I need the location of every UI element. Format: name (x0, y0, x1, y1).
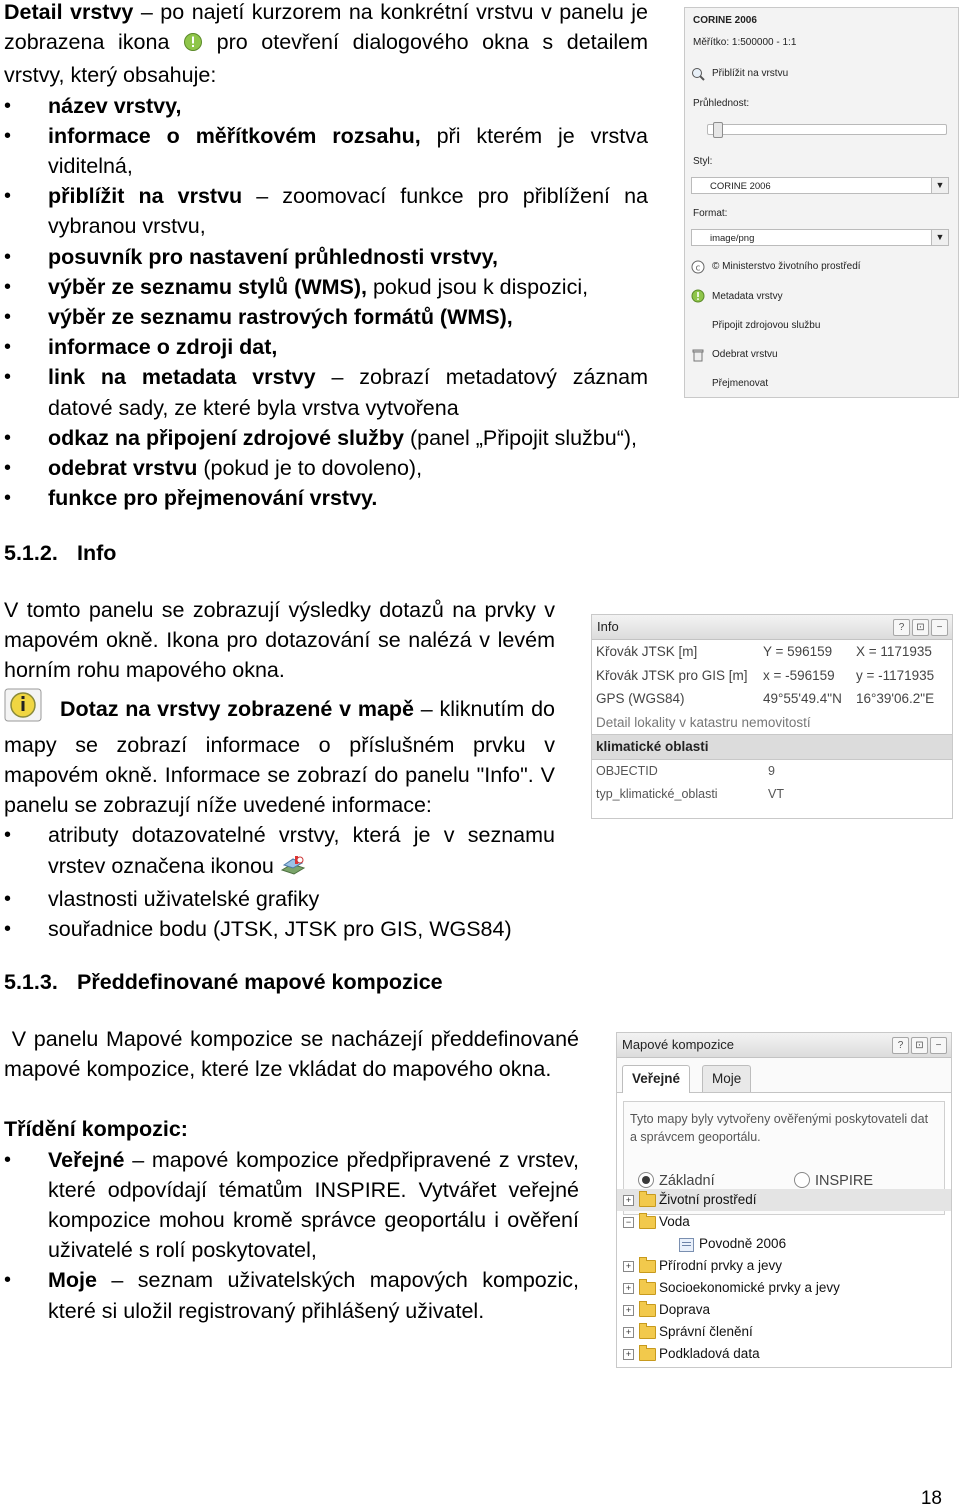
info-circle-icon (183, 30, 203, 60)
info-list (4, 820, 555, 944)
radio-inspire[interactable]: INSPIRE (794, 1172, 873, 1189)
compositions-panel-header (617, 1033, 951, 1058)
radio-selected-icon[interactable] (638, 1172, 654, 1188)
tree-node-label: Přírodní prvky a jevy (659, 1258, 783, 1273)
coordinate-rows (592, 640, 952, 711)
format-select[interactable]: image/png ▼ (691, 229, 949, 246)
queryable-layer-icon (280, 854, 306, 884)
compositions-panel (616, 1032, 952, 1368)
list-item: • odkaz na připojení zdrojové služby (panel „Připojit službu“), (4, 423, 648, 453)
metadata-icon (691, 289, 705, 303)
expand-icon[interactable]: + (623, 1305, 634, 1316)
page-number: 18 (920, 1488, 942, 1509)
detail-text (4, 0, 648, 513)
detail-intro: Detail vrstvy – po najetí kurzorem na konkrétní vrstvu v panelu je zobrazena ikona pro otevření dialogového okna s detailem vrstvy, který obsahuje: (4, 0, 648, 88)
detail-term: Detail vrstvy (4, 0, 134, 24)
attribute-value: VT (768, 787, 784, 801)
tree-node-label: Správní členění (659, 1324, 753, 1339)
attribute-value: 9 (768, 763, 775, 778)
attribute-row (592, 783, 952, 807)
chevron-down-icon[interactable]: ▼ (931, 178, 948, 193)
list-item: • informace o měřítkovém rozsahu, při kterém je vrstva viditelná, (4, 121, 648, 181)
help-icon[interactable]: ? (892, 1037, 909, 1054)
data-source: © Ministerstvo životního prostředí (712, 261, 861, 272)
coordinate-value: 49°55'49.4"N (763, 691, 842, 706)
coordinate-system: Křovák JTSK pro GIS [m] (596, 667, 748, 683)
expand-icon[interactable]: + (623, 1261, 634, 1272)
tree-node-label: Voda (659, 1214, 690, 1229)
tree-node-label: Životní prostředí (659, 1192, 757, 1207)
list-item: • link na metadata vrstvy – zobrazí metadatový záznam datové sady, ze které byla vrstva vytvořena (4, 362, 648, 422)
attribute-key: OBJECTID (596, 763, 658, 778)
list-item: • odebrat vrstvu (pokud je to dovoleno), (4, 453, 648, 483)
help-icon[interactable]: ? (893, 619, 910, 636)
info-paragraph: V tomto panelu se zobrazují výsledky dotazů na prvky v mapovém okně. Ikona pro dotazování se nalézá v levém horním rohu mapového okna. (4, 598, 555, 683)
section-heading-info: 5.1.2. Info (4, 541, 117, 565)
expand-icon[interactable]: + (623, 1349, 634, 1360)
svg-text:c: c (695, 263, 701, 274)
compositions-tabs (617, 1058, 951, 1093)
info-text (4, 595, 555, 944)
undock-icon[interactable]: ⊡ (912, 619, 929, 636)
tree-node[interactable] (617, 1277, 951, 1299)
list-item: • výběr ze seznamu rastrových formátů (WMS), (4, 302, 648, 332)
coordinate-value: X = 1171935 (856, 644, 932, 659)
list-item: • funkce pro přejmenování vrstvy. (4, 483, 648, 513)
folder-icon (639, 1260, 656, 1273)
coordinate-value: Y = 596159 (763, 644, 833, 659)
layer-name: CORINE 2006 (693, 15, 757, 26)
tree-node[interactable] (617, 1189, 951, 1211)
copyright-icon (691, 260, 705, 274)
info-panel (591, 614, 953, 819)
folder-icon (639, 1326, 656, 1339)
list-item: • přiblížit na vrstvu – zoomovací funkce pro přiblížení na vybranou vrstvu, (4, 181, 648, 241)
compositions-description: Tyto mapy byly vytvořeny ověřenými poskytovateli dat a správcem geoportálu. (630, 1112, 929, 1144)
list-item: • atributy dotazovatelné vrstvy, která je v seznamu vrstev označena ikonou (4, 820, 555, 883)
folder-icon (639, 1282, 656, 1295)
opacity-label: Průhlednost: (693, 98, 750, 109)
coordinate-row (592, 640, 952, 664)
style-label: Styl: (693, 156, 713, 167)
zoom-icon[interactable] (691, 67, 705, 81)
info-query-icon (4, 688, 42, 730)
radio-basic[interactable]: Základní (638, 1172, 715, 1189)
compositions-tree (617, 1189, 951, 1365)
coordinate-value: y = -1171935 (856, 667, 935, 683)
section-heading-compositions: 5.1.3. Předdefinované mapové kompozice (4, 970, 443, 994)
coordinate-row (592, 664, 952, 688)
coordinate-system: GPS (WGS84) (596, 691, 685, 706)
opacity-slider[interactable] (707, 124, 947, 135)
tree-node-label: Podkladová data (659, 1346, 760, 1361)
tree-node[interactable] (617, 1233, 951, 1255)
coordinate-value: 16°39'06.2"E (856, 691, 935, 706)
tree-node-label: Povodně 2006 (699, 1236, 787, 1251)
compositions-list (4, 1145, 579, 1326)
remove-layer-link[interactable]: Odebrat vrstvu (712, 349, 778, 360)
style-select[interactable]: CORINE 2006 ▼ (691, 177, 949, 194)
cadastre-detail-link[interactable]: Detail lokality v katastru nemovitostí (596, 714, 811, 730)
tree-node[interactable] (617, 1299, 951, 1321)
list-item: • posuvník pro nastavení průhlednosti vrstvy, (4, 242, 648, 272)
tab-mine[interactable]: Moje (702, 1065, 751, 1092)
rename-layer-link[interactable]: Přejmenovat (712, 378, 769, 389)
list-item: • informace o zdroji dat, (4, 332, 648, 362)
info-panel-title: Info (597, 619, 619, 634)
collapse-icon[interactable]: − (931, 619, 948, 636)
tree-node-label: Doprava (659, 1302, 711, 1317)
coordinate-row (592, 687, 952, 711)
sorting-title: Třídění kompozic: (4, 1117, 188, 1142)
radio-empty-icon[interactable] (794, 1172, 810, 1188)
list-item: • Moje – seznam uživatelských mapových kompozic, které si uložil registrovaný přihlášený uživatel. (4, 1265, 579, 1325)
format-label: Format: (693, 208, 728, 219)
list-item: • Veřejné – mapové kompozice předpřipravené z vrstev, které odpovídají tématům INSPIRE. Vytvářet veřejné kompozice mohou kromě správce geoportálu i ověření uživatelé s rolí poskytovatel, (4, 1145, 579, 1266)
folder-icon (639, 1216, 656, 1229)
info-query-paragraph: Dotaz na vrstvy zobrazené v mapě – kliknutím do mapy se zobrazí informace o příslušném prvku v mapovém okně. Informace se zobrazí do panelu "Info". V panelu se zobrazují níže uvedené informace: (4, 688, 555, 821)
expand-icon[interactable]: + (623, 1327, 634, 1338)
attribute-rows (592, 760, 952, 807)
folder-icon (639, 1348, 656, 1361)
list-item: • výběr ze seznamu stylů (WMS), pokud jsou k dispozici, (4, 272, 648, 302)
detail-feature-list (4, 91, 648, 514)
opacity-slider-handle[interactable] (713, 122, 723, 138)
tree-node[interactable] (617, 1255, 951, 1277)
tree-node[interactable] (617, 1321, 951, 1343)
undock-icon[interactable]: ⊡ (911, 1037, 928, 1054)
list-item: • vlastnosti uživatelské grafiky (4, 884, 555, 914)
trash-icon (691, 348, 705, 362)
compositions-paragraph: V panelu Mapové kompozice se nacházejí předdefinované mapové kompozice, které lze vkládat do mapového okna. (4, 1027, 579, 1082)
coordinate-system: Křovák JTSK [m] (596, 644, 698, 659)
list-item: • souřadnice bodu (JTSK, JTSK pro GIS, WGS84) (4, 914, 555, 944)
compositions-text (4, 1024, 579, 1326)
expand-icon[interactable]: + (623, 1195, 634, 1206)
folder-icon (639, 1304, 656, 1317)
chevron-down-icon[interactable]: ▼ (931, 230, 948, 245)
expand-icon[interactable]: + (623, 1283, 634, 1294)
layer-detail-panel (684, 7, 959, 398)
layer-scale: Měřítko: 1:500000 - 1:1 (693, 37, 797, 48)
attribute-row (592, 760, 952, 784)
tree-node[interactable] (617, 1343, 951, 1365)
tree-node-label: Socioekonomické prvky a jevy (659, 1280, 840, 1295)
result-group-header: klimatické oblasti (592, 734, 952, 760)
attribute-key: typ_klimatické_oblasti (596, 787, 718, 801)
collapse-icon[interactable]: − (623, 1217, 634, 1228)
collapse-icon[interactable]: − (930, 1037, 947, 1054)
map-composition-icon (679, 1238, 694, 1252)
info-panel-header (592, 615, 952, 640)
compositions-panel-title: Mapové kompozice (622, 1037, 734, 1052)
tree-node[interactable] (617, 1211, 951, 1233)
connect-service-link[interactable]: Připojit zdrojovou službu (712, 320, 821, 331)
metadata-link[interactable]: Metadata vrstvy (712, 291, 783, 302)
tab-public[interactable]: Veřejné (622, 1065, 690, 1093)
list-item: • název vrstvy, (4, 91, 648, 121)
folder-icon (639, 1194, 656, 1207)
coordinate-value: x = -596159 (763, 667, 835, 683)
zoom-to-layer-link[interactable]: Přiblížit na vrstvu (712, 68, 789, 79)
